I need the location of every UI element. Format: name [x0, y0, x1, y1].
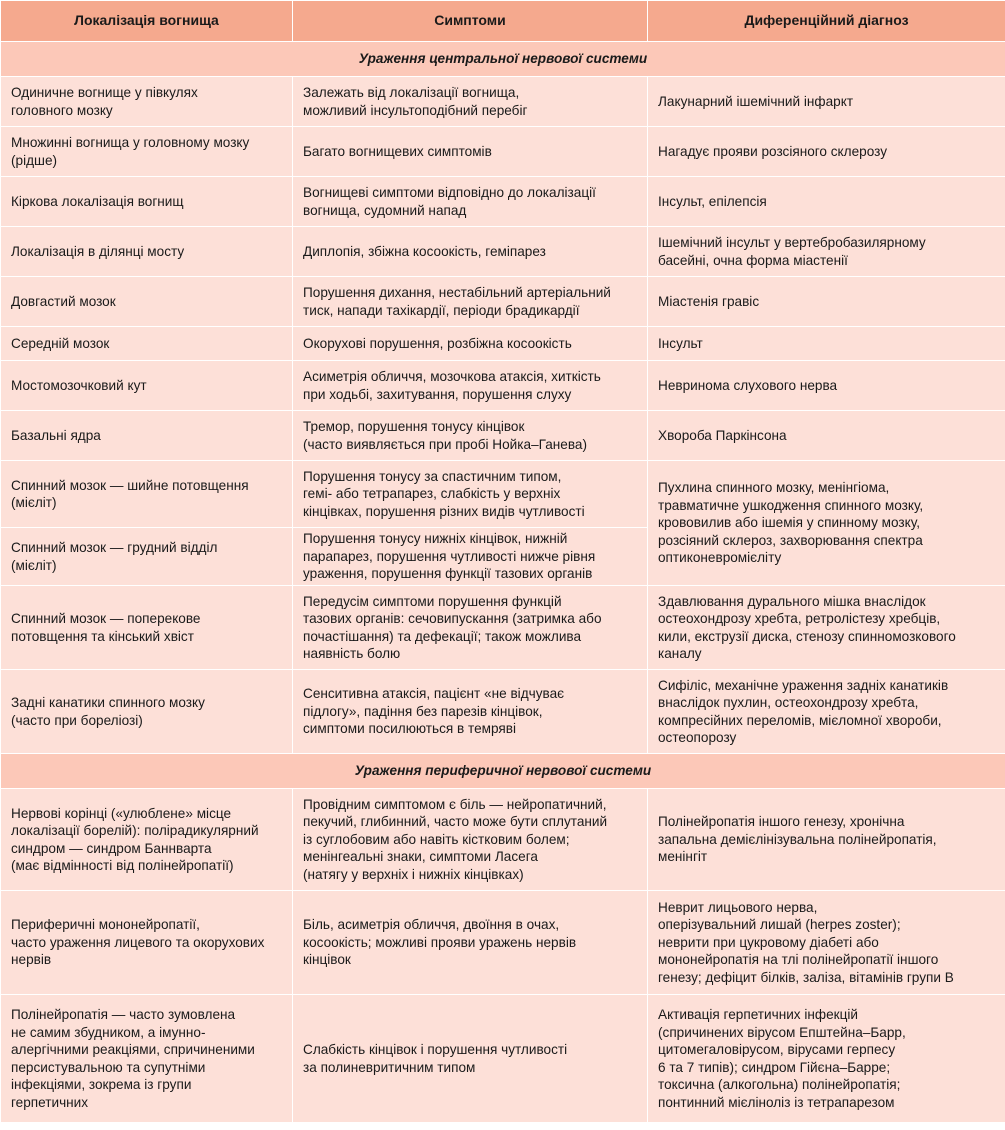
symptoms-cell — [293, 670, 648, 754]
cell-line: Ішемічний інсульт у вертебробазилярному — [658, 235, 926, 250]
cell-line: Хвороба Паркінсона — [658, 427, 787, 443]
diagnosis-cell — [648, 227, 1005, 277]
location-cell — [1, 670, 293, 754]
diagnosis-cell — [648, 670, 1005, 754]
table-row — [1, 995, 1005, 1123]
cell-line: інфекціями, зокрема із групи — [11, 1077, 192, 1092]
location-cell — [1, 227, 293, 277]
cell-line: внаслідок пухлин, остеохондрозу хребта, — [658, 695, 919, 710]
cell-line: парапарез, порушення чутливості нижче рівня — [303, 548, 596, 564]
cell-line: Множинні вогнища у головному мозку — [11, 135, 250, 150]
cell-line: Спинний мозок — грудний відділ — [11, 540, 218, 555]
diagnosis-cell — [648, 77, 1005, 127]
cell-line: Лакунарний ішемічний інфаркт — [658, 93, 854, 109]
table-row — [1, 461, 1005, 528]
location-cell — [1, 411, 293, 461]
cell-line: можливий інсультоподібний перебіг — [303, 102, 528, 118]
cell-line: кили, екструзії диска, стенозу спинномозкового — [658, 628, 956, 644]
cell-line: Багато вогнищевих симптомів — [303, 143, 492, 159]
location-cell — [1, 995, 293, 1123]
cell-line: Тремор, порушення тонусу кінцівок — [303, 419, 525, 434]
table-row — [1, 586, 1005, 670]
cell-line: (часто при бореліозі) — [11, 712, 143, 728]
cell-line: цитомегаловірусом, вірусами герпесу — [658, 1042, 896, 1057]
cell-line: Слабкість кінцівок і порушення чутливості — [303, 1042, 568, 1057]
cell-line: гемі- або тетрапарез, слабкість у верхніх — [303, 486, 561, 502]
location-cell — [1, 277, 293, 327]
symptoms-cell — [293, 177, 648, 227]
diagnosis-cell — [648, 177, 1005, 227]
cell-line: Активація герпетичних інфекцій — [658, 1007, 859, 1022]
section-cns — [1, 42, 1005, 77]
header-location: Локалізація вогнища — [1, 1, 293, 42]
cell-line: остеопорозу — [658, 730, 737, 745]
cell-line: Залежать від локалізації вогнища, — [303, 85, 520, 100]
table-row — [1, 227, 1005, 277]
table-row — [1, 361, 1005, 411]
cell-line: понтинний мієліноліз із тетрапарезом — [658, 1094, 895, 1110]
cell-line: нервів — [11, 952, 52, 968]
cell-line: Полінейропатія — часто зумовлена — [11, 1007, 236, 1022]
cell-line: із суглобовим або навіть кістковим болем; — [303, 831, 570, 847]
cell-line: Порушення тонусу нижніх кінцівок, нижній — [303, 531, 568, 547]
location-cell — [1, 361, 293, 411]
table-row — [1, 77, 1005, 127]
cell-line: тазових органів: сечовипускання (затримка або — [303, 611, 602, 626]
location-cell — [1, 177, 293, 227]
symptoms-cell — [293, 77, 648, 127]
cell-line: Порушення тонусу за спастичним типом, — [303, 468, 562, 484]
cell-line: Базальні ядра — [11, 427, 101, 443]
cell-line: не самим збудником, а імунно- — [11, 1024, 206, 1040]
cell-line: компресійних переломів, мієломної хвороби, — [658, 712, 942, 728]
location-cell — [1, 586, 293, 670]
symptoms-cell — [293, 891, 648, 995]
cell-line: Спинний мозок — шийне потовщення — [11, 477, 249, 493]
diagnosis-cell — [648, 995, 1005, 1123]
cell-line: (натягу у верхніх і нижніх кінцівках) — [303, 866, 524, 882]
cell-line: Сифіліс, механічне ураження задніх канатиків — [658, 677, 949, 693]
diagnosis-cell-shared — [648, 461, 1005, 586]
cell-line: за полиневритичним типом — [303, 1059, 476, 1075]
header-row — [1, 1, 1005, 42]
location-cell — [1, 528, 293, 586]
symptoms-cell — [293, 995, 648, 1123]
diagnosis-cell — [648, 327, 1005, 361]
table-row — [1, 670, 1005, 754]
table-row — [1, 127, 1005, 177]
cell-line: Полінейропатія іншого генезу, хронічна — [658, 814, 905, 830]
symptoms-cell — [293, 327, 648, 361]
cell-line: генезу; дефіцит білків, заліза, вітамінів групи В — [658, 969, 954, 985]
cell-line: Мостомозочковий кут — [11, 377, 147, 393]
cell-line: Окорухові порушення, розбіжна косоокість — [303, 335, 572, 351]
cell-line: симптоми посилюються в темряві — [303, 721, 517, 737]
cell-line: (мієліт) — [11, 557, 57, 573]
cell-line: менінгіт — [658, 849, 708, 865]
diagnosis-cell — [648, 789, 1005, 891]
cell-line: вогнища, судомний напад — [303, 202, 467, 218]
location-cell — [1, 77, 293, 127]
cell-line: мононейропатія на тлі полінейропатії іншого — [658, 952, 939, 968]
header-diagnosis: Диференційний діагноз — [648, 1, 1005, 42]
cell-line: запальна демієлінізувальна полінейропатія, — [658, 831, 937, 847]
cell-line: Вогнищеві симптоми відповідно до локалізації — [303, 185, 596, 200]
cell-line: косоокість; можливі прояви уражень нервів — [303, 934, 577, 950]
table-row — [1, 327, 1005, 361]
table-row — [1, 891, 1005, 995]
cell-line: Периферичні мононейропатії, — [11, 917, 200, 933]
cell-line: Нагадує прояви розсіяного склерозу — [658, 143, 887, 159]
cell-line: Задні канатики спинного мозку — [11, 695, 205, 710]
section-title: Ураження периферичної нервової системи — [1, 754, 1005, 789]
cell-line: ураження, порушення функції тазових органів — [303, 566, 593, 582]
cell-line: локалізації борелій): полірадикулярний — [11, 823, 259, 838]
cell-line: (часто виявляється при пробі Нойка–Ганева) — [303, 436, 588, 452]
cell-line: Одиничне вогнище у півкулях — [11, 85, 198, 100]
symptoms-cell — [293, 127, 648, 177]
cell-line: (мієліт) — [11, 495, 57, 510]
cell-line: Порушення дихання, нестабільний артеріальний — [303, 285, 611, 300]
cell-line: крововилив або ішемія у спинному мозку, — [658, 515, 920, 531]
header-symptoms: Симптоми — [293, 1, 648, 42]
cell-line: Інсульт, епілепсія — [658, 193, 767, 209]
cell-line: Провідним симптомом є біль — нейропатичний, — [303, 796, 607, 812]
cell-line: потовщення та кінський хвіст — [11, 628, 194, 644]
symptoms-cell — [293, 789, 648, 891]
section-pns — [1, 754, 1005, 789]
cell-line: алергічними реакціями, спричиненими — [11, 1042, 255, 1057]
cell-line: часто ураження лицевого та окорухових — [11, 934, 265, 950]
symptoms-cell — [293, 586, 648, 670]
cell-line: неврити при цукровому діабеті або — [658, 934, 879, 950]
cell-line: оперізувальний лишай (herpes zoster); — [658, 917, 901, 933]
symptoms-cell — [293, 461, 648, 528]
diagnosis-cell — [648, 586, 1005, 670]
table-row — [1, 277, 1005, 327]
cell-line: Локалізація в ділянці мосту — [11, 243, 185, 259]
diagnosis-cell — [648, 891, 1005, 995]
cell-line: почастішання) та дефекації; також можлива — [303, 628, 582, 644]
cell-line: Диплопія, збіжна косоокість, геміпарез — [303, 243, 546, 259]
cell-line: Пухлина спинного мозку, менінгіома, — [658, 480, 890, 496]
cell-line: Передусім симптоми порушення функцій — [303, 593, 562, 609]
cell-line: герпетичних — [11, 1094, 89, 1110]
cell-line: Неврит лицьового нерва, — [658, 899, 818, 915]
cell-line: (рідше) — [11, 152, 58, 168]
symptoms-cell — [293, 411, 648, 461]
diagnosis-cell — [648, 127, 1005, 177]
cell-line: розсіяний склероз, захворювання спектра — [658, 532, 923, 548]
symptoms-cell — [293, 528, 648, 586]
table-row — [1, 789, 1005, 891]
cell-line: Біль, асиметрія обличчя, двоїння в очах, — [303, 917, 560, 933]
cell-line: травматичне ушкодження спинного мозку, — [658, 497, 924, 513]
section-title: Ураження центральної нервової системи — [1, 42, 1005, 77]
location-cell — [1, 127, 293, 177]
table-body — [1, 42, 1005, 1123]
cell-line: Сенситивна атаксія, пацієнт «не відчуває — [303, 686, 565, 702]
cell-line: 6 та 7 типів); синдром Гійєна–Барре; — [658, 1059, 891, 1075]
cell-line: басейні, очна форма міастенії — [658, 252, 848, 268]
cell-line: Невринома слухового нерва — [658, 377, 838, 393]
diagnosis-cell — [648, 361, 1005, 411]
location-cell — [1, 327, 293, 361]
symptoms-cell — [293, 361, 648, 411]
cell-line: каналу — [658, 646, 702, 661]
cell-line: головного мозку — [11, 102, 113, 118]
cell-line: тиск, напади тахікардії, періоди брадикардії — [303, 302, 580, 318]
table-row — [1, 411, 1005, 461]
cell-line: пекучий, глибинний, часто може бути сплутаний — [303, 814, 608, 830]
cell-line: менінгеальні знаки, симптоми Ласега — [303, 849, 538, 865]
cell-line: Спинний мозок — поперекове — [11, 611, 201, 626]
cell-line: синдром — синдром Баннварта — [11, 840, 212, 856]
location-cell — [1, 461, 293, 528]
cell-line: Довгастий мозок — [11, 293, 116, 309]
cell-line: оптиконевромієліту — [658, 550, 782, 566]
table-row — [1, 177, 1005, 227]
cell-line: наявність болю — [303, 646, 401, 661]
symptoms-cell — [293, 227, 648, 277]
cell-line: Інсульт — [658, 335, 703, 351]
diagnosis-cell — [648, 277, 1005, 327]
cell-line: персистувальною та супутніми — [11, 1059, 206, 1075]
cell-line: кінцівок — [303, 952, 351, 968]
cell-line: Міастенія гравіс — [658, 293, 760, 309]
cell-line: кінцівках, порушення різних видів чутливості — [303, 503, 585, 519]
location-cell — [1, 789, 293, 891]
cell-line: Кіркова локалізація вогнищ — [11, 193, 184, 209]
cell-line: при ходьбі, захитування, порушення слуху — [303, 386, 572, 402]
cell-line: остеохондрозу хребта, ретролістезу хребців, — [658, 611, 941, 626]
cell-line: Середній мозок — [11, 335, 110, 351]
cell-line: підлогу», падіння без парезів кінцівок, — [303, 703, 543, 719]
cell-line: токсична (алкогольна) полінейропатія; — [658, 1077, 901, 1092]
location-cell — [1, 891, 293, 995]
symptoms-cell — [293, 277, 648, 327]
cell-line: (має відмінності від полінейропатії) — [11, 858, 234, 873]
diagnosis-cell — [648, 411, 1005, 461]
cell-line: Здавлювання дурального мішка внаслідок — [658, 593, 926, 609]
cell-line: Нервові корінці («улюблене» місце — [11, 805, 232, 821]
cell-line: (спричинених вірусом Епштейна–Барр, — [658, 1024, 906, 1040]
cell-line: Асиметрія обличчя, мозочкова атаксія, хиткість — [303, 369, 601, 384]
